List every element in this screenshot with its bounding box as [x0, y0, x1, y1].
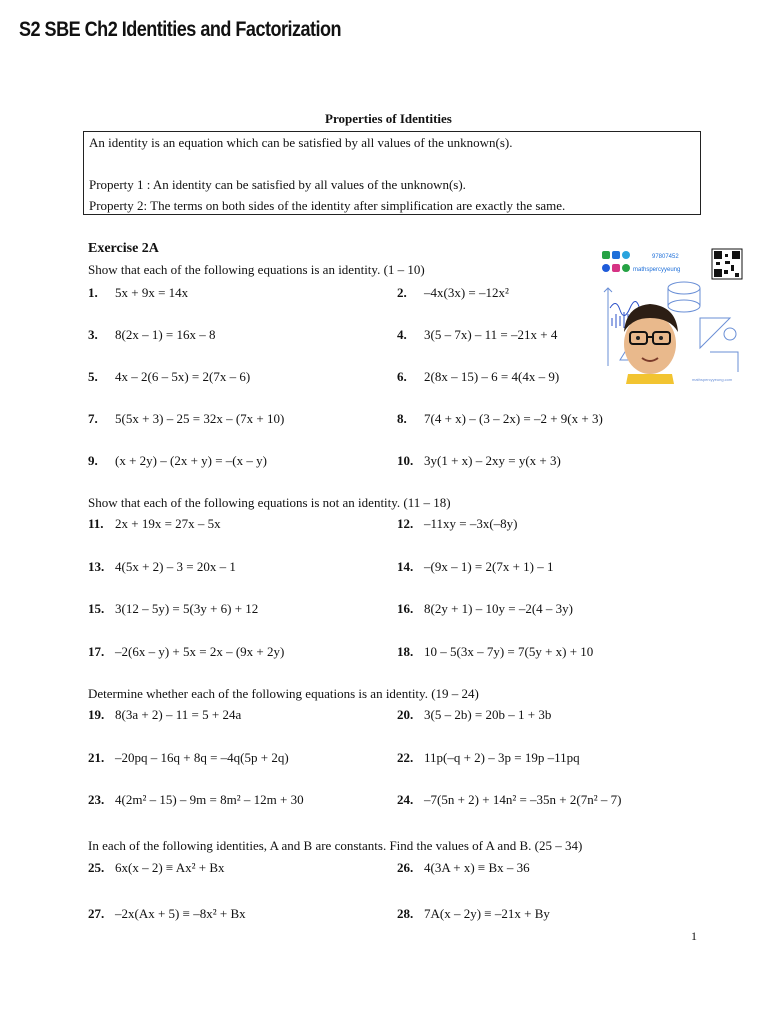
question-21: 21. –20pq – 16q + 8q = –4q(5p + 2q) — [88, 750, 289, 765]
question-27: 27. –2x(Ax + 5) ≡ –8x² + Bx — [88, 906, 246, 921]
document-title: S2 SBE Ch2 Identities and Factorization — [19, 18, 342, 41]
instruction-11-18: Show that each of the following equations is not an identity. (11 – 18) — [88, 495, 451, 510]
question-25: 25. 6x(x – 2) ≡ Ax² + Bx — [88, 860, 225, 875]
question-7: 7. 5(5x + 3) – 25 = 32x – (7x + 10) — [88, 411, 285, 426]
question-14: 14. –(9x – 1) = 2(7x + 1) – 1 — [397, 559, 554, 574]
wechat-icon — [622, 264, 630, 272]
definition-line: An identity is an equation which can be satisfied by all values of the unknown(s). — [89, 135, 513, 150]
property-2-line: Property 2: The terms on both sides of the identity after simplification are exactly the same. — [89, 198, 566, 213]
social-handle: mathspercyyeung — [633, 267, 681, 273]
question-1: 1. 5x + 9x = 14x — [88, 285, 189, 300]
question-6: 6. 2(8x – 15) – 6 = 4(4x – 9) — [397, 369, 560, 384]
question-22: 22. 11p(–q + 2) – 3p = 19p –11pq — [397, 750, 580, 765]
question-8: 8. 7(4 + x) – (3 – 2x) = –2 + 9(x + 3) — [397, 411, 603, 426]
exercise-heading: Exercise 2A — [88, 241, 159, 256]
question-28: 28. 7A(x – 2y) ≡ –21x + By — [397, 906, 550, 921]
question-3: 3. 8(2x – 1) = 16x – 8 — [88, 327, 216, 342]
question-12: 12. –11xy = –3x(–8y) — [397, 516, 518, 531]
instruction-25-34: In each of the following identities, A and B are constants. Find the values of A and B. (25 – 34) — [88, 838, 583, 853]
question-16: 16. 8(2y + 1) – 10y = –2(4 – 3y) — [397, 601, 573, 616]
question-9: 9. (x + 2y) – (2x + y) = –(x – y) — [88, 453, 267, 468]
property-1-line: Property 1 : An identity can be satisfied by all values of the unknown(s). — [89, 177, 466, 192]
question-2: 2. –4x(3x) = –12x² — [397, 285, 509, 300]
website-watermark: mathspercyyeung.com — [692, 377, 733, 382]
properties-box — [83, 131, 701, 215]
question-23: 23. 4(2m² – 15) – 9m = 8m² – 12m + 30 — [88, 792, 304, 807]
instagram-icon — [612, 264, 620, 272]
question-13: 13. 4(5x + 2) – 3 = 20x – 1 — [88, 559, 236, 574]
question-24: 24. –7(5n + 2) + 14n² = –35n + 2(7n² – 7) — [397, 792, 622, 807]
question-10: 10. 3y(1 + x) – 2xy = y(x + 3) — [397, 453, 561, 468]
question-19: 19. 8(3a + 2) – 11 = 5 + 24a — [88, 707, 242, 722]
teacher-logo — [600, 248, 746, 384]
whatsapp-icon — [602, 251, 610, 259]
question-11: 11. 2x + 19x = 27x – 5x — [88, 516, 221, 531]
question-5: 5. 4x – 2(6 – 5x) = 2(7x – 6) — [88, 369, 251, 384]
question-26: 26. 4(3A + x) ≡ Bx – 36 — [397, 860, 530, 875]
telegram-icon — [622, 251, 630, 259]
qr-code — [712, 249, 742, 279]
properties-heading: Properties of Identities — [325, 111, 452, 126]
question-18: 18. 10 – 5(3x – 7y) = 7(5y + x) + 10 — [397, 644, 594, 659]
page-number: 1 — [691, 929, 697, 943]
logo-graphic — [600, 248, 746, 384]
facebook-icon — [602, 264, 610, 272]
instruction-19-24: Determine whether each of the following equations is an identity. (19 – 24) — [88, 686, 479, 701]
question-20: 20. 3(5 – 2b) = 20b – 1 + 3b — [397, 707, 552, 722]
question-17: 17. –2(6x – y) + 5x = 2x – (9x + 2y) — [88, 644, 285, 659]
signal-icon — [612, 251, 620, 259]
instruction-1-10: Show that each of the following equations is an identity. (1 – 10) — [88, 262, 425, 277]
question-15: 15. 3(12 – 5y) = 5(3y + 6) + 12 — [88, 601, 259, 616]
question-4: 4. 3(5 – 7x) – 11 = –21x + 4 — [397, 327, 558, 342]
phone-number: 97807452 — [652, 254, 679, 260]
avatar — [624, 304, 678, 384]
